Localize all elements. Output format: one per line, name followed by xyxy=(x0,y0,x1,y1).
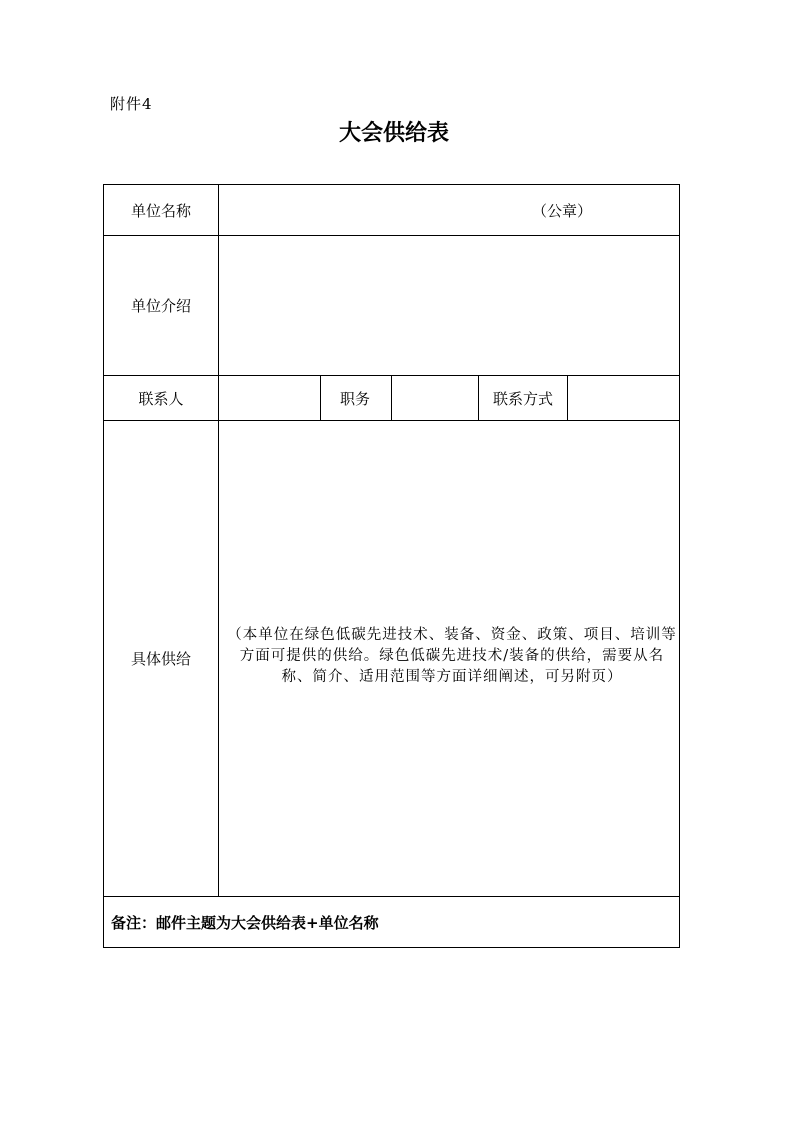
supply-hint-text: （本单位在绿色低碳先进技术、装备、资金、政策、项目、培训等方面可提供的供给。绿色低碳先进技术/装备的供给，需要从名称、简介、适用范围等方面详细阐述，可另附页） xyxy=(227,627,677,685)
contact-method-field[interactable] xyxy=(568,376,679,420)
page-title: 大会供给表 xyxy=(338,121,449,146)
supply-form-table xyxy=(103,184,680,948)
remark-note: 备注：邮件主题为大会供给表+单位名称 xyxy=(111,914,379,932)
contact-person-field[interactable] xyxy=(219,376,320,420)
position-field[interactable] xyxy=(392,376,478,420)
row-divider xyxy=(104,896,679,897)
org-intro-field[interactable] xyxy=(219,236,679,375)
org-intro-label: 单位介绍 xyxy=(130,297,191,315)
position-label: 职务 xyxy=(340,389,371,408)
attachment-label: 附件4 xyxy=(110,95,153,113)
org-name-label: 单位名称 xyxy=(130,201,191,220)
supply-label: 具体供给 xyxy=(130,650,191,668)
contact-method-label: 联系方式 xyxy=(492,389,553,408)
seal-label: （公章） xyxy=(532,202,593,220)
org-name-field[interactable] xyxy=(219,185,679,235)
contact-person-label: 联系人 xyxy=(138,389,184,408)
